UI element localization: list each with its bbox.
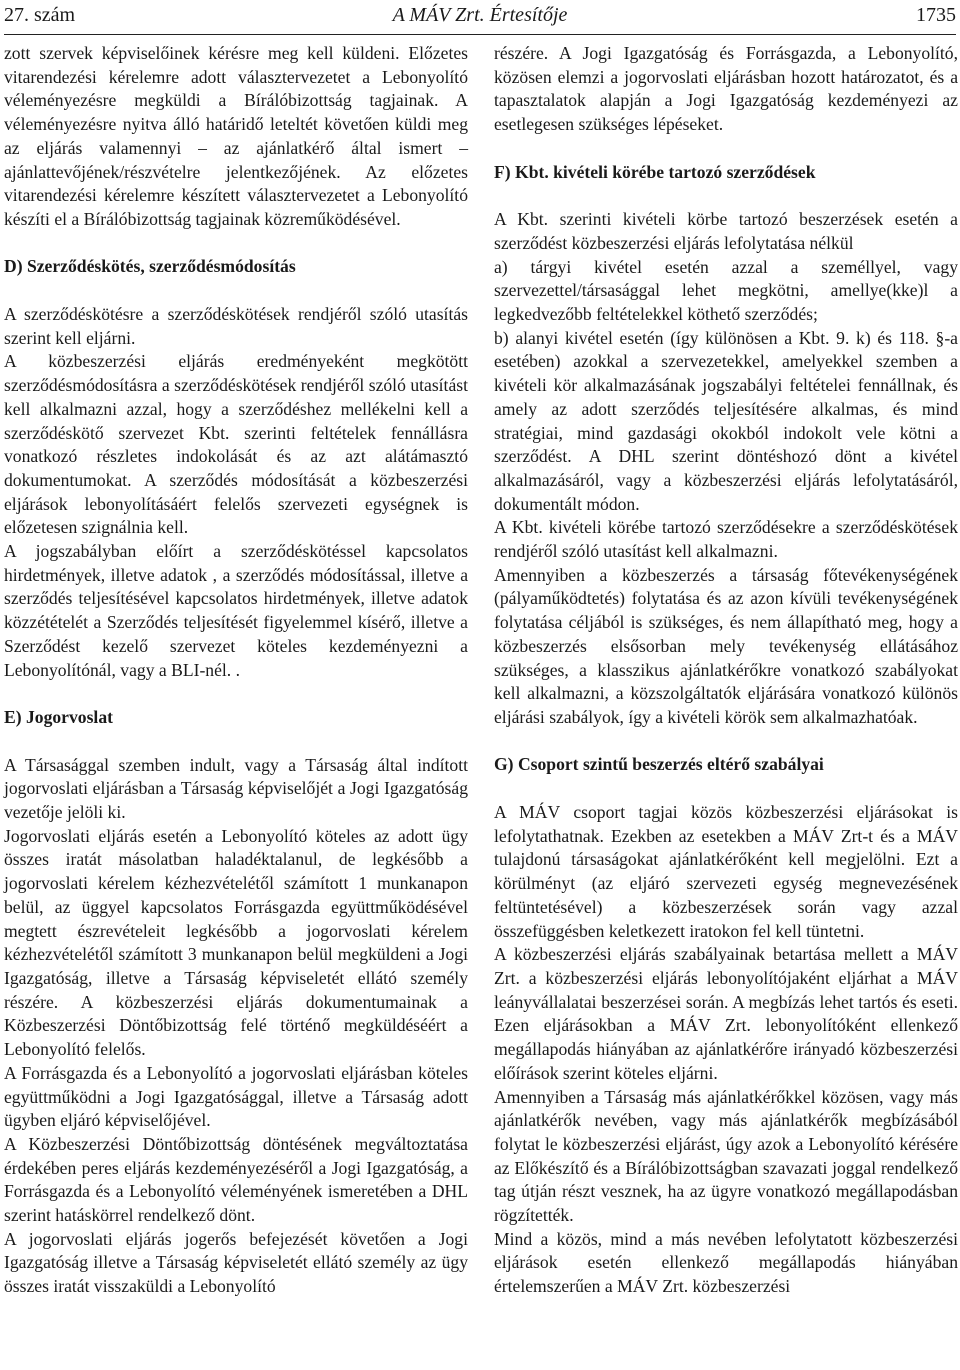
paragraph: zott szervek képviselőinek kérésre meg kell küldeni. Előzetes vitarendezési kérelemre adott választervezetet a Lebonyolító véleményezésre megküldi a Bírálóbizottság tagjainak. A véleményezésre nyitva álló határidő leteltét követően küldi meg az eljárás valamennyi – az ajánlatkérő által ismert – ajánlattevőjének/részvételre jelentkezőjének. Az előzetes vitarendezési kérelemre készített választervezetet a Lebonyolító készíti el a Bírálóbizottság tagjainak közreműködésével. <box>4 43 468 229</box>
paragraph: Amennyiben a közbeszerzés a társaság főtevékenységének (pályaműködtetés) folytatása és az azon kívüli tevékenységének folytatása céljából is szükséges, és nem állapítható meg, hogy a közbeszerzés elsősorban mely tevékenység ellátásához szükséges, a klasszikus ajánlatkérőkre vonatkozó szabályokat kell alkalmazni, a közszolgáltatók eljárására vonatkozó különös eljárási szabályok, így a kivételi körök sem alkalmazhatóak. <box>494 564 958 727</box>
issue-number: 27. szám <box>4 4 76 26</box>
paragraph: A jogszabályban előírt a szerződéskötéssel kapcsolatos hirdetmények, illetve adatok , a szerződés módosítással, illetve a szerződés teljesítésével kapcsolatos hirdetmények, illetve adatok közzétételét a Szerződés teljesítését figyelemmel kísérő, illetve a Szerződést kezelő szervezet köteles kezdeményezni a Lebonyolítónál, vagy a BLI-nél. . <box>4 541 468 680</box>
section-heading-f: F) Kbt. kivételi körébe tartozó szerződések <box>494 161 816 182</box>
paragraph: részére. A Jogi Igazgatóság és Forrásgazda, a Lebonyolító, közösen elemzi a jogorvoslati eljárásban hozott határozatot, és a tapasztalatok alapján a Jogi Igazgatóság kezdeményezi az esetlegesen szükséges lépéseket. <box>494 43 958 135</box>
paragraph: A Kbt. szerinti kivételi körbe tartozó beszerzések esetén a szerződést közbeszerzési eljárás lefolytatása nélkül <box>494 209 958 253</box>
section-heading-g: G) Csoport szintű beszerzés eltérő szabályai <box>494 754 824 775</box>
page-header <box>0 2 960 30</box>
page-number: 1735 <box>916 4 956 26</box>
paragraph: A Kbt. kivételi körébe tartozó szerződésekre a szerződéskötések rendjéről szóló utasítást kell alkalmazni. <box>494 517 958 562</box>
right-column <box>494 42 958 1299</box>
paragraph: A szerződéskötésre a szerződéskötések rendjéről szóló utasítás szerint kell eljárni. <box>4 304 468 348</box>
left-column <box>4 42 468 1299</box>
paragraph: A közbeszerzési eljárás szabályainak betartása mellett a MÁV Zrt. a közbeszerzési eljárás lebonyolítójaként eljárhat a MÁV leányvállalatai beszerzései során. A megbízás lehet tartós és eseti. Ezen eljárásokban a MÁV Zrt. lebonyolítóként ellenkező megállapodás hiányában az ajánlatkérőre irányadó közbeszerzési előírások szerint köteles eljárni. <box>494 944 958 1083</box>
paragraph: Mind a közös, mind a más nevében lefolytatott közbeszerzési eljárások esetén ellenkező megállapodás hiányában értelemszerűen a MÁV Zrt. közbeszerzési <box>494 1228 958 1297</box>
paragraph: A Forrásgazda és a Lebonyolító a jogorvoslati eljárásban köteles együttműködni a Jogi Igazgatósággal, illetve a Társaság adott ügyben eljáró képviselőjével. <box>4 1062 468 1131</box>
paragraph: A Társasággal szemben indult, vagy a Társaság által indított jogorvoslati eljárásban a Társaság képviselőjét a Jogi Igazgatóság vezetője jelöli ki. <box>4 754 468 823</box>
section-heading-e: E) Jogorvoslat <box>4 706 113 727</box>
section-heading-d: D) Szerződéskötés, szerződésmódosítás <box>4 256 296 277</box>
paragraph: b) alanyi kivétel esetén (így különösen a Kbt. 9. k) és 118. §-a esetében) azokkal a szervezetekkel, amelyekkel szemben a kivételi kör alkalmazásának jogszabályi feltételei fennállnak, és amely az adott szerződés teljesítésére alkalmas, és mind stratégiai, mind gazdasági okokból indokolt vele kötni a szerződést. A DHL szerint döntéshozó dönt a kivétel alkalmazásáról, vagy a közbeszerzési eljárás lefolytatásáról, dokumentált módon. <box>494 327 958 514</box>
paragraph: A közbeszerzési eljárás eredményeként megkötött szerződésmódosításra a szerződéskötések rendjéről szóló utasítást kell alkalmazni azzal, hogy a szerződéshez mellékelni kell a szerződéskötő szervezet Kbt. szerinti feltételek fennállásra vonatkozó részletes indokolását és az azt alátámasztó dokumentumokat. A szerződés módosítását a közbeszerzési eljárások lebonyolításáért felelős szervezeti egységnek is előzetesen szignálnia kell. <box>4 351 468 538</box>
paragraph: A Közbeszerzési Döntőbizottság döntésének megváltoztatása érdekében peres eljárás kezdeményezéséről a Jogi Igazgatóság, a Forrásgazda és a Lebonyolító véleményének ismeretében a DHL szerint hatáskörrel rendelkező dönt. <box>4 1133 468 1226</box>
paragraph: Amennyiben a Társaság más ajánlatkérőkkel közösen, vagy más ajánlatkérők nevében, vagy más ajánlatkérők megbízásából folytat le közbeszerzési eljárást, úgy azok a Lebonyolító kérésére az Előkészítő és a Bírálóbizottságban szavazati joggal rendelkező tag útján részt vesznek, ha az ügyre vonatkozó megállapodásban rögzítették. <box>494 1086 958 1226</box>
journal-title: A MÁV Zrt. Értesítője <box>392 4 568 26</box>
header-rule <box>4 34 956 35</box>
paragraph: a) tárgyi kivétel esetén azzal a személlyel, vagy szervezettel/társasággal lehet megkötni, amellye(kke)l a legkedvezőbb feltételekkel köthető szerződés; <box>494 256 958 325</box>
paragraph: A MÁV csoport tagjai közös közbeszerzési eljárásokat is lefolytathatnak. Ezekben az esetekben a MÁV Zrt-t és a MÁV tulajdonú társaságokat ajánlatkérőként kell megjelölni. Ezt a körülményt (az eljáró szervezeti egység megnevezésének feltüntetésével) a közbeszerzések során vagy azzal összefüggésben keletkezett iratokon fel kell tüntetni. <box>494 802 958 941</box>
paragraph: A jogorvoslati eljárás jogerős befejezését követően a Jogi Igazgatóság illetve a Társaság képviseletét ellátó személy az ügy összes iratát visszaküldi a Lebonyolító <box>4 1228 468 1297</box>
paragraph: Jogorvoslati eljárás esetén a Lebonyolító köteles az adott ügy összes iratát másolatban haladéktalanul, de legkésőbb a jogorvoslati kérelem kézhezvételétől számított 1 munkanapon belül, az üggyel kapcsolatos Forrásgazda együttműködésével megtett észrevételeit legkésőbb a jogorvoslati kérelem kézhezvételétől számított 3 munkanapon belül megküldeni a Jogi Igazgatóság, illetve a Társaság képviseletét ellátó személy részére. A közbeszerzési eljárás dokumentumainak a Közbeszerzési Döntőbizottság felé történő megküldéséért a Lebonyolító felelős. <box>4 825 468 1060</box>
